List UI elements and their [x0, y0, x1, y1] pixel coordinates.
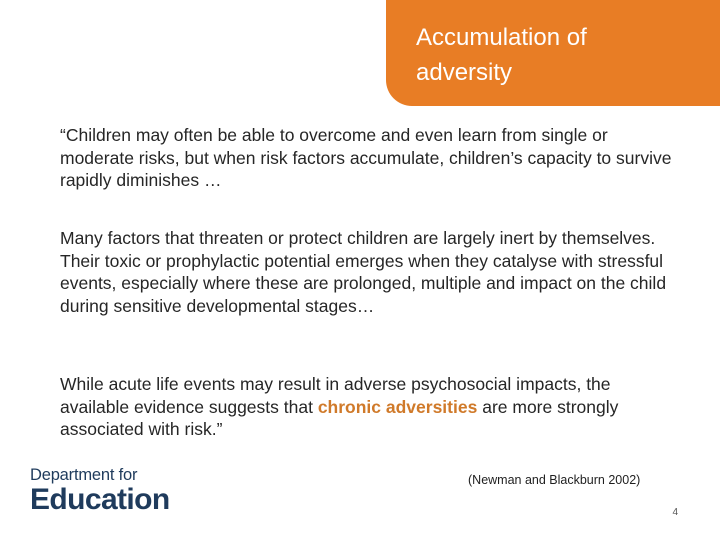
- quote-paragraph-3: [60, 373, 680, 441]
- department-for-education-logo: [30, 466, 170, 515]
- paragraph-3-text-end: are more strongly associated with risk.”: [60, 396, 619, 439]
- quote-paragraph-1: “Children may often be able to overcome and even learn from single or moderate risks, but when risk factors accumulate, children’s capacity to survive rapidly diminishes …: [60, 125, 672, 190]
- paragraph-3-text-start: While acute life events may result in adverse psychosocial impacts, the available evidence suggests that: [60, 374, 611, 417]
- title-banner: [386, 0, 720, 106]
- quote-paragraph-2: Many factors that threaten or protect children are largely inert by themselves. Their toxic or prophylactic potential emerges when they catalyse with stressful events, especially where these are prolonged, multiple and impact on the child during sensitive developmental stages…: [60, 228, 667, 316]
- highlighted-phrase: chronic adversities: [317, 396, 478, 417]
- citation: (Newman and Blackburn 2002): [468, 473, 641, 487]
- slide-title: Accumulation of adversity: [416, 24, 587, 86]
- logo-line-department-for: Department for: [30, 466, 138, 484]
- page-number: 4: [672, 507, 678, 518]
- logo-line-education: Education: [30, 483, 170, 516]
